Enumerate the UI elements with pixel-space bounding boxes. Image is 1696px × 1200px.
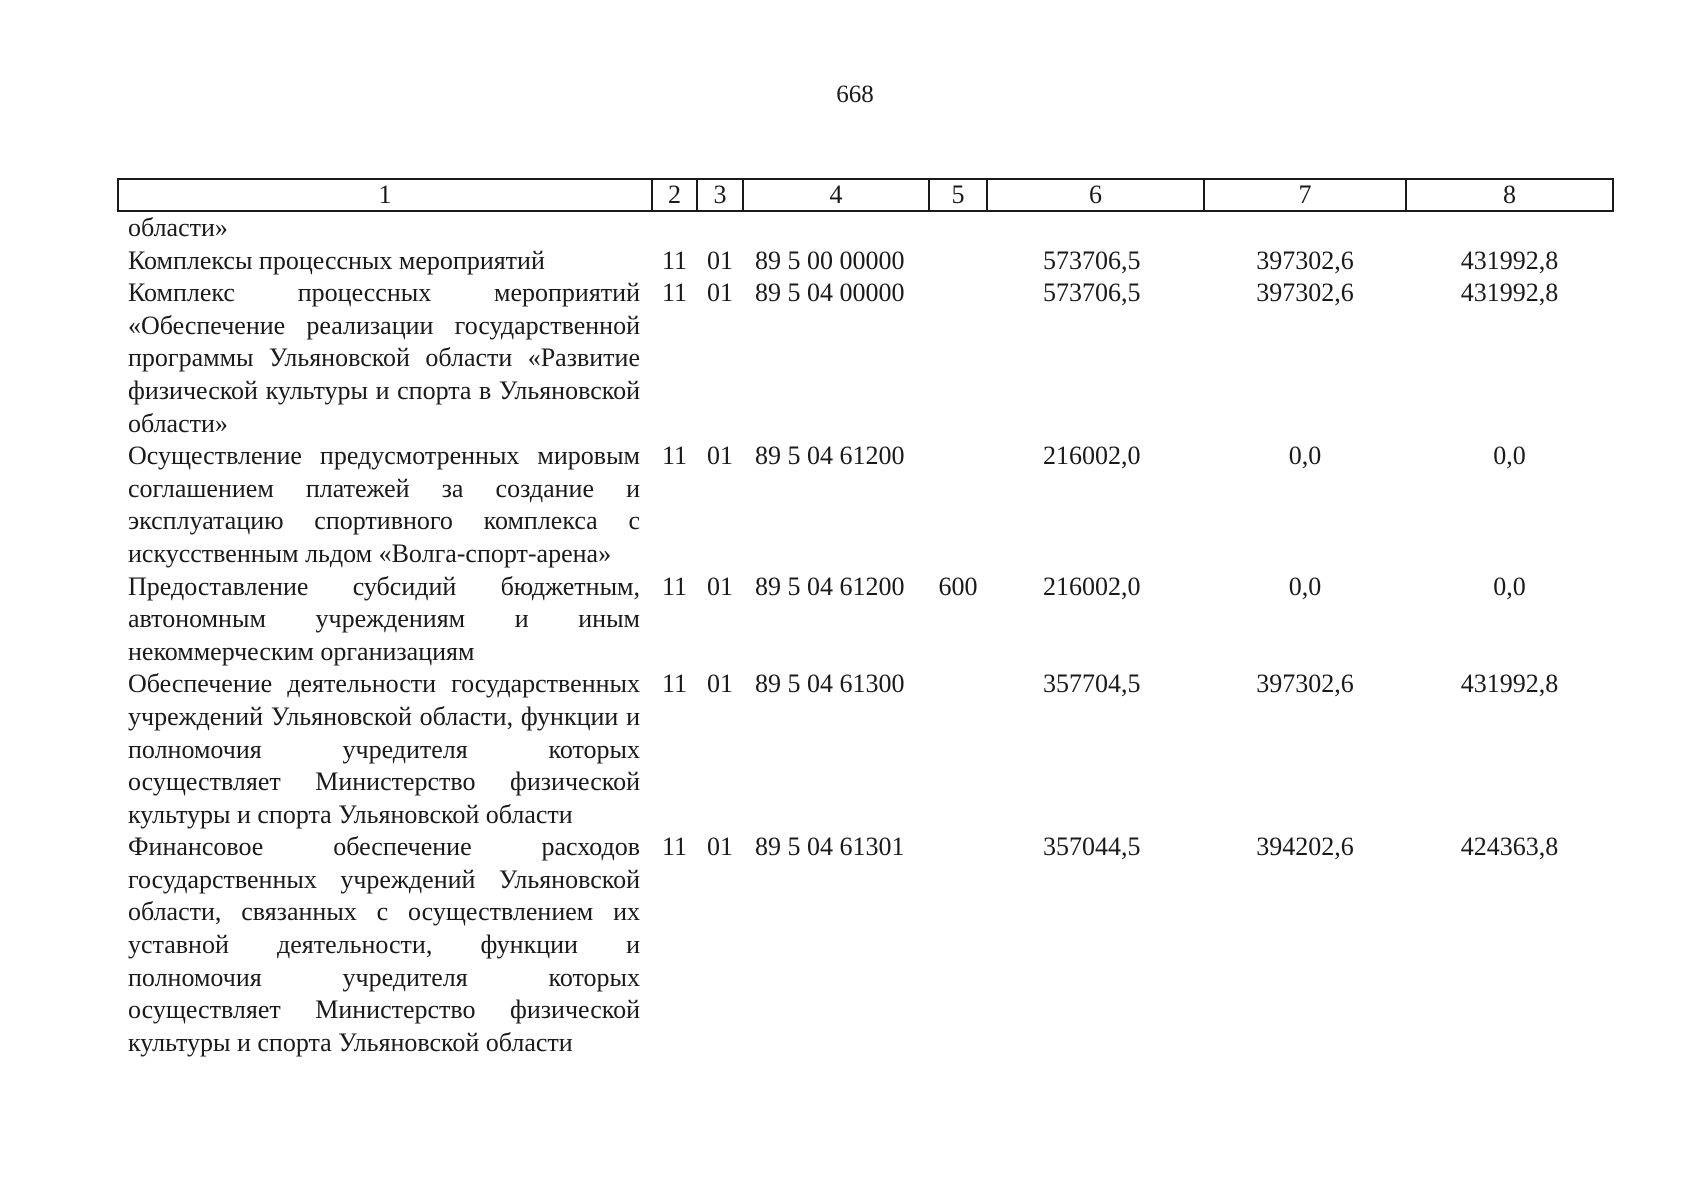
header-cell-8: 8 — [1406, 179, 1613, 211]
table-row — [118, 831, 1613, 1059]
row-subsection: 01 — [707, 441, 733, 471]
row-amount-col7: 397302,6 — [1256, 669, 1354, 699]
row-target-code: 89 5 04 61301 — [755, 832, 905, 862]
row-section: 11 — [661, 832, 688, 862]
table-body — [118, 211, 1613, 1059]
header-cell-4: 4 — [743, 179, 929, 211]
header-row — [118, 179, 1613, 211]
row-expense-type — [929, 245, 987, 278]
row-name: Финансовое обеспечение расходов государственных учреждений Ульяновской области, связанных с осуществлением их уставной деятельности, функции и полномочия учредителя которых осуществляет Министерство физической культуры и спорта Ульяновской области — [128, 832, 640, 1057]
table-row — [118, 440, 1613, 570]
row-name: Комплексы процессных мероприятий — [128, 245, 545, 275]
row-section: 11 — [661, 278, 688, 308]
row-amount-col7: 0,0 — [1288, 571, 1322, 601]
row-amount-col6: 216002,0 — [1043, 571, 1141, 601]
row-section — [652, 211, 697, 245]
header-cell-6: 6 — [987, 179, 1204, 211]
table-row — [118, 211, 1613, 245]
row-expense-type — [929, 277, 987, 440]
table-row — [118, 277, 1613, 440]
row-amount-col8: 424363,8 — [1460, 832, 1559, 862]
row-target-code: 89 5 04 61300 — [755, 669, 905, 699]
page-number: 668 — [836, 81, 874, 108]
row-target-code: 89 5 04 61200 — [755, 441, 905, 471]
row-amount-col8: 0,0 — [1493, 571, 1526, 601]
row-expense-type — [929, 211, 987, 245]
table-row — [118, 668, 1613, 831]
row-amount-col6: 357044,5 — [1043, 832, 1141, 862]
row-amount-col7: 394202,6 — [1256, 832, 1354, 862]
row-target-code: 89 5 04 00000 — [755, 278, 905, 308]
row-expense-type: 600 — [938, 571, 978, 601]
row-expense-type — [929, 440, 987, 570]
row-amount-col6 — [987, 211, 1204, 245]
row-amount-col7: 397302,6 — [1256, 278, 1354, 308]
row-subsection: 01 — [707, 669, 733, 699]
row-subsection — [697, 211, 743, 245]
row-amount-col8 — [1406, 211, 1613, 245]
row-target-code — [743, 211, 929, 245]
row-target-code: 89 5 00 00000 — [755, 245, 905, 275]
row-amount-col6: 573706,5 — [1043, 245, 1141, 275]
row-amount-col8: 0,0 — [1493, 441, 1526, 471]
row-amount-col7: 0,0 — [1288, 441, 1322, 471]
row-amount-col6: 573706,5 — [1043, 278, 1141, 308]
row-subsection: 01 — [707, 245, 733, 275]
row-section: 11 — [661, 669, 688, 699]
row-amount-col6: 357704,5 — [1043, 669, 1141, 699]
header-cell-3: 3 — [697, 179, 743, 211]
header-cell-1: 1 — [118, 179, 652, 211]
header-cell-2: 2 — [652, 179, 697, 211]
row-name: области» — [128, 213, 228, 242]
row-section: 11 — [661, 441, 688, 471]
row-target-code: 89 5 04 61200 — [755, 571, 905, 601]
row-section: 11 — [661, 245, 688, 275]
row-amount-col8: 431992,8 — [1460, 245, 1559, 275]
table-row — [118, 571, 1613, 669]
header-cell-5: 5 — [929, 179, 987, 211]
header-cell-7: 7 — [1204, 179, 1406, 211]
budget-table — [117, 178, 1614, 1059]
row-subsection: 01 — [707, 278, 733, 308]
table-header — [118, 179, 1613, 211]
row-expense-type — [929, 668, 987, 831]
row-amount-col8: 431992,8 — [1460, 278, 1559, 308]
row-name: Обеспечение деятельности государственных учреждений Ульяновской области, функции и полномочия учредителя которых осуществляет Министерство физической культуры и спорта Ульяновской области — [128, 669, 640, 829]
row-subsection: 01 — [707, 571, 733, 601]
row-amount-col8: 431992,8 — [1460, 669, 1559, 699]
row-name: Комплекс процессных мероприятий «Обеспечение реализации государственной программы Ульяновской области «Развитие физической культуры и спорта в Ульяновской области» — [128, 278, 640, 438]
row-amount-col7 — [1204, 211, 1406, 245]
row-amount-col6: 216002,0 — [1043, 441, 1141, 471]
table-row — [118, 245, 1613, 278]
row-amount-col7: 397302,6 — [1256, 245, 1354, 275]
row-name: Осуществление предусмотренных мировым соглашением платежей за создание и эксплуатацию спортивного комплекса с искусственным льдом «Волга-спорт-арена» — [128, 441, 640, 568]
row-expense-type — [929, 831, 987, 1059]
row-subsection: 01 — [707, 832, 733, 862]
row-section: 11 — [661, 571, 688, 601]
row-name: Предоставление субсидий бюджетным, автономным учреждениям и иным некоммерческим организациям — [128, 571, 640, 666]
